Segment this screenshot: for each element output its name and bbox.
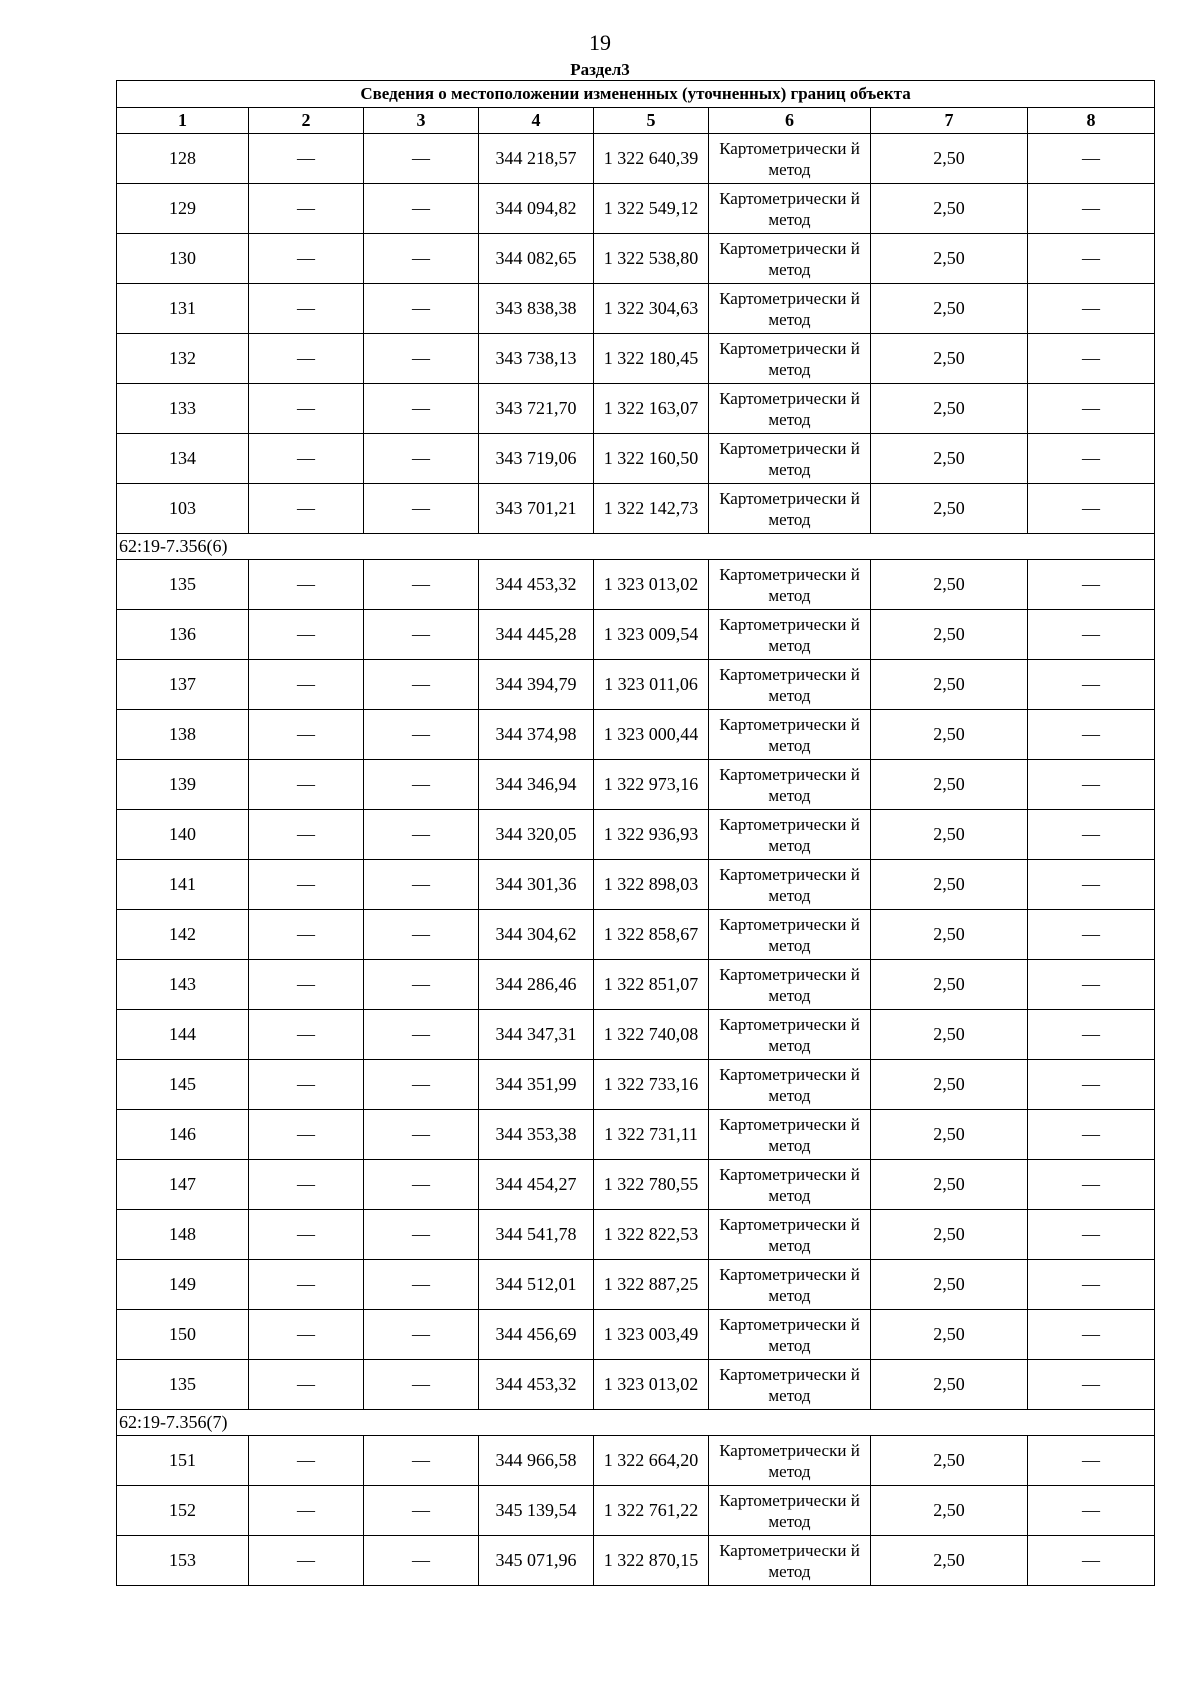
- point-number-cell: 142: [117, 910, 249, 960]
- y-coordinate-cell: 1 322 180,45: [594, 334, 709, 384]
- table-row: [117, 1436, 1155, 1486]
- method-cell: Картометрически й метод: [709, 760, 871, 810]
- accuracy-cell: 2,50: [871, 710, 1028, 760]
- col3-cell: —: [364, 810, 479, 860]
- col8-cell: —: [1028, 1010, 1155, 1060]
- col8-cell: —: [1028, 384, 1155, 434]
- x-coordinate-cell: 344 445,28: [479, 610, 594, 660]
- col2-cell: —: [249, 284, 364, 334]
- point-number-cell: 130: [117, 234, 249, 284]
- x-coordinate-cell: 344 541,78: [479, 1210, 594, 1260]
- method-cell: Картометрически й метод: [709, 560, 871, 610]
- col2-cell: —: [249, 484, 364, 534]
- table-row: [117, 1360, 1155, 1410]
- col3-cell: —: [364, 384, 479, 434]
- x-coordinate-cell: 344 453,32: [479, 1360, 594, 1410]
- method-cell: Картометрически й метод: [709, 1436, 871, 1486]
- col3-cell: —: [364, 1536, 479, 1586]
- table-caption: Сведения о местоположении измененных (уточненных) границ объекта: [117, 81, 1155, 108]
- x-coordinate-cell: 344 320,05: [479, 810, 594, 860]
- col8-cell: —: [1028, 1436, 1155, 1486]
- accuracy-cell: 2,50: [871, 1486, 1028, 1536]
- accuracy-cell: 2,50: [871, 960, 1028, 1010]
- table-row: [117, 860, 1155, 910]
- col2-cell: —: [249, 960, 364, 1010]
- point-number-cell: 151: [117, 1436, 249, 1486]
- col3-cell: —: [364, 334, 479, 384]
- y-coordinate-cell: 1 322 870,15: [594, 1536, 709, 1586]
- x-coordinate-cell: 344 453,32: [479, 560, 594, 610]
- col3-cell: —: [364, 910, 479, 960]
- table-row: [117, 610, 1155, 660]
- point-number-cell: 150: [117, 1310, 249, 1360]
- method-cell: Картометрически й метод: [709, 660, 871, 710]
- y-coordinate-cell: 1 322 163,07: [594, 384, 709, 434]
- col2-cell: —: [249, 660, 364, 710]
- col8-cell: —: [1028, 1536, 1155, 1586]
- method-cell: Картометрически й метод: [709, 384, 871, 434]
- point-number-cell: 136: [117, 610, 249, 660]
- table-caption-row: [117, 81, 1155, 108]
- y-coordinate-cell: 1 322 664,20: [594, 1436, 709, 1486]
- table-row: [117, 1060, 1155, 1110]
- y-coordinate-cell: 1 323 009,54: [594, 610, 709, 660]
- point-number-cell: 148: [117, 1210, 249, 1260]
- col2-cell: —: [249, 1536, 364, 1586]
- col2-cell: —: [249, 1310, 364, 1360]
- point-number-cell: 145: [117, 1060, 249, 1110]
- column-number: 4: [479, 108, 594, 134]
- y-coordinate-cell: 1 322 640,39: [594, 134, 709, 184]
- point-number-cell: 103: [117, 484, 249, 534]
- table-row: [117, 560, 1155, 610]
- accuracy-cell: 2,50: [871, 234, 1028, 284]
- col3-cell: —: [364, 434, 479, 484]
- y-coordinate-cell: 1 323 003,49: [594, 1310, 709, 1360]
- x-coordinate-cell: 345 139,54: [479, 1486, 594, 1536]
- col3-cell: —: [364, 660, 479, 710]
- y-coordinate-cell: 1 322 851,07: [594, 960, 709, 1010]
- x-coordinate-cell: 343 701,21: [479, 484, 594, 534]
- accuracy-cell: 2,50: [871, 560, 1028, 610]
- x-coordinate-cell: 344 346,94: [479, 760, 594, 810]
- y-coordinate-cell: 1 322 858,67: [594, 910, 709, 960]
- point-number-cell: 141: [117, 860, 249, 910]
- column-number: 3: [364, 108, 479, 134]
- x-coordinate-cell: 344 301,36: [479, 860, 594, 910]
- col8-cell: —: [1028, 760, 1155, 810]
- point-number-cell: 135: [117, 1360, 249, 1410]
- col2-cell: —: [249, 560, 364, 610]
- accuracy-cell: 2,50: [871, 810, 1028, 860]
- table-row: [117, 184, 1155, 234]
- x-coordinate-cell: 344 218,57: [479, 134, 594, 184]
- col3-cell: —: [364, 860, 479, 910]
- table-row: [117, 1210, 1155, 1260]
- method-cell: Картометрически й метод: [709, 710, 871, 760]
- col2-cell: —: [249, 710, 364, 760]
- group-row: [117, 1410, 1155, 1436]
- accuracy-cell: 2,50: [871, 434, 1028, 484]
- point-number-cell: 144: [117, 1010, 249, 1060]
- column-number: 2: [249, 108, 364, 134]
- x-coordinate-cell: 345 071,96: [479, 1536, 594, 1586]
- group-label: 62:19-7.356(6): [117, 534, 1155, 560]
- table-row: [117, 384, 1155, 434]
- col3-cell: —: [364, 1436, 479, 1486]
- method-cell: Картометрически й метод: [709, 234, 871, 284]
- accuracy-cell: 2,50: [871, 284, 1028, 334]
- col8-cell: —: [1028, 1486, 1155, 1536]
- col8-cell: —: [1028, 484, 1155, 534]
- col3-cell: —: [364, 560, 479, 610]
- point-number-cell: 128: [117, 134, 249, 184]
- y-coordinate-cell: 1 322 936,93: [594, 810, 709, 860]
- col8-cell: —: [1028, 910, 1155, 960]
- method-cell: Картометрически й метод: [709, 1536, 871, 1586]
- col3-cell: —: [364, 1160, 479, 1210]
- table-row: [117, 1010, 1155, 1060]
- y-coordinate-cell: 1 322 973,16: [594, 760, 709, 810]
- col3-cell: —: [364, 960, 479, 1010]
- method-cell: Картометрически й метод: [709, 1060, 871, 1110]
- method-cell: Картометрически й метод: [709, 960, 871, 1010]
- col2-cell: —: [249, 1160, 364, 1210]
- y-coordinate-cell: 1 322 740,08: [594, 1010, 709, 1060]
- accuracy-cell: 2,50: [871, 1536, 1028, 1586]
- y-coordinate-cell: 1 322 731,11: [594, 1110, 709, 1160]
- accuracy-cell: 2,50: [871, 484, 1028, 534]
- method-cell: Картометрически й метод: [709, 134, 871, 184]
- method-cell: Картометрически й метод: [709, 434, 871, 484]
- coordinates-table: [116, 80, 1155, 1586]
- page-number: 19: [589, 30, 611, 55]
- x-coordinate-cell: 343 838,38: [479, 284, 594, 334]
- col8-cell: —: [1028, 960, 1155, 1010]
- point-number-cell: 134: [117, 434, 249, 484]
- method-cell: Картометрически й метод: [709, 184, 871, 234]
- x-coordinate-cell: 344 082,65: [479, 234, 594, 284]
- accuracy-cell: 2,50: [871, 1310, 1028, 1360]
- table-row: [117, 484, 1155, 534]
- y-coordinate-cell: 1 322 887,25: [594, 1260, 709, 1310]
- point-number-cell: 129: [117, 184, 249, 234]
- column-number: 7: [871, 108, 1028, 134]
- table-row: [117, 1486, 1155, 1536]
- table-row: [117, 1536, 1155, 1586]
- y-coordinate-cell: 1 323 013,02: [594, 1360, 709, 1410]
- accuracy-cell: 2,50: [871, 610, 1028, 660]
- method-cell: Картометрически й метод: [709, 810, 871, 860]
- y-coordinate-cell: 1 322 304,63: [594, 284, 709, 334]
- col8-cell: —: [1028, 1110, 1155, 1160]
- col3-cell: —: [364, 284, 479, 334]
- table-row: [117, 134, 1155, 184]
- col3-cell: —: [364, 1260, 479, 1310]
- accuracy-cell: 2,50: [871, 334, 1028, 384]
- y-coordinate-cell: 1 322 549,12: [594, 184, 709, 234]
- y-coordinate-cell: 1 323 011,06: [594, 660, 709, 710]
- table-row: [117, 1160, 1155, 1210]
- point-number-cell: 139: [117, 760, 249, 810]
- table-row: [117, 760, 1155, 810]
- accuracy-cell: 2,50: [871, 1010, 1028, 1060]
- col2-cell: —: [249, 1060, 364, 1110]
- x-coordinate-cell: 344 454,27: [479, 1160, 594, 1210]
- col3-cell: —: [364, 1060, 479, 1110]
- x-coordinate-cell: 343 721,70: [479, 384, 594, 434]
- col3-cell: —: [364, 1210, 479, 1260]
- method-cell: Картометрически й метод: [709, 1360, 871, 1410]
- accuracy-cell: 2,50: [871, 1436, 1028, 1486]
- table-row: [117, 710, 1155, 760]
- method-cell: Картометрически й метод: [709, 1010, 871, 1060]
- col8-cell: —: [1028, 610, 1155, 660]
- x-coordinate-cell: 344 374,98: [479, 710, 594, 760]
- col2-cell: —: [249, 1110, 364, 1160]
- table-row: [117, 910, 1155, 960]
- col3-cell: —: [364, 134, 479, 184]
- group-label: 62:19-7.356(7): [117, 1410, 1155, 1436]
- accuracy-cell: 2,50: [871, 1160, 1028, 1210]
- method-cell: Картометрически й метод: [709, 1110, 871, 1160]
- col8-cell: —: [1028, 660, 1155, 710]
- col8-cell: —: [1028, 1310, 1155, 1360]
- x-coordinate-cell: 344 456,69: [479, 1310, 594, 1360]
- x-coordinate-cell: 344 286,46: [479, 960, 594, 1010]
- col3-cell: —: [364, 184, 479, 234]
- y-coordinate-cell: 1 323 013,02: [594, 560, 709, 610]
- table-row: [117, 960, 1155, 1010]
- point-number-cell: 135: [117, 560, 249, 610]
- column-number: 5: [594, 108, 709, 134]
- table-row: [117, 1260, 1155, 1310]
- col2-cell: —: [249, 1436, 364, 1486]
- point-number-cell: 153: [117, 1536, 249, 1586]
- y-coordinate-cell: 1 322 538,80: [594, 234, 709, 284]
- point-number-cell: 131: [117, 284, 249, 334]
- col8-cell: —: [1028, 1260, 1155, 1310]
- method-cell: Картометрически й метод: [709, 1310, 871, 1360]
- method-cell: Картометрически й метод: [709, 860, 871, 910]
- y-coordinate-cell: 1 322 898,03: [594, 860, 709, 910]
- y-coordinate-cell: 1 322 822,53: [594, 1210, 709, 1260]
- col3-cell: —: [364, 484, 479, 534]
- col3-cell: —: [364, 1486, 479, 1536]
- group-row: [117, 534, 1155, 560]
- method-cell: Картометрически й метод: [709, 910, 871, 960]
- col2-cell: —: [249, 184, 364, 234]
- accuracy-cell: 2,50: [871, 760, 1028, 810]
- col3-cell: —: [364, 1310, 479, 1360]
- accuracy-cell: 2,50: [871, 1110, 1028, 1160]
- x-coordinate-cell: 343 738,13: [479, 334, 594, 384]
- point-number-cell: 146: [117, 1110, 249, 1160]
- col3-cell: —: [364, 610, 479, 660]
- col3-cell: —: [364, 1360, 479, 1410]
- x-coordinate-cell: 344 304,62: [479, 910, 594, 960]
- accuracy-cell: 2,50: [871, 1360, 1028, 1410]
- method-cell: Картометрически й метод: [709, 610, 871, 660]
- table-row: [117, 434, 1155, 484]
- point-number-cell: 138: [117, 710, 249, 760]
- col8-cell: —: [1028, 184, 1155, 234]
- col3-cell: —: [364, 760, 479, 810]
- col3-cell: —: [364, 234, 479, 284]
- x-coordinate-cell: 344 512,01: [479, 1260, 594, 1310]
- method-cell: Картометрически й метод: [709, 484, 871, 534]
- col8-cell: —: [1028, 1210, 1155, 1260]
- x-coordinate-cell: 344 094,82: [479, 184, 594, 234]
- col2-cell: —: [249, 810, 364, 860]
- col3-cell: —: [364, 710, 479, 760]
- accuracy-cell: 2,50: [871, 1260, 1028, 1310]
- table-row: [117, 1110, 1155, 1160]
- x-coordinate-cell: 344 353,38: [479, 1110, 594, 1160]
- col2-cell: —: [249, 910, 364, 960]
- col2-cell: —: [249, 760, 364, 810]
- accuracy-cell: 2,50: [871, 134, 1028, 184]
- col3-cell: —: [364, 1110, 479, 1160]
- method-cell: Картометрически й метод: [709, 1160, 871, 1210]
- col2-cell: —: [249, 384, 364, 434]
- col2-cell: —: [249, 1360, 364, 1410]
- col2-cell: —: [249, 1260, 364, 1310]
- method-cell: Картометрически й метод: [709, 1486, 871, 1536]
- y-coordinate-cell: 1 322 142,73: [594, 484, 709, 534]
- column-number: 6: [709, 108, 871, 134]
- method-cell: Картометрически й метод: [709, 1260, 871, 1310]
- col8-cell: —: [1028, 134, 1155, 184]
- table-row: [117, 284, 1155, 334]
- col8-cell: —: [1028, 560, 1155, 610]
- method-cell: Картометрически й метод: [709, 1210, 871, 1260]
- x-coordinate-cell: 344 966,58: [479, 1436, 594, 1486]
- col8-cell: —: [1028, 710, 1155, 760]
- y-coordinate-cell: 1 322 761,22: [594, 1486, 709, 1536]
- col2-cell: —: [249, 1010, 364, 1060]
- section-title: Раздел3: [570, 60, 630, 79]
- accuracy-cell: 2,50: [871, 184, 1028, 234]
- col2-cell: —: [249, 334, 364, 384]
- table-row: [117, 810, 1155, 860]
- col8-cell: —: [1028, 810, 1155, 860]
- col8-cell: —: [1028, 434, 1155, 484]
- y-coordinate-cell: 1 322 160,50: [594, 434, 709, 484]
- method-cell: Картометрически й метод: [709, 334, 871, 384]
- x-coordinate-cell: 344 351,99: [479, 1060, 594, 1110]
- table-row: [117, 1310, 1155, 1360]
- accuracy-cell: 2,50: [871, 1210, 1028, 1260]
- table-row: [117, 334, 1155, 384]
- y-coordinate-cell: 1 322 780,55: [594, 1160, 709, 1210]
- x-coordinate-cell: 344 394,79: [479, 660, 594, 710]
- table-body: [117, 81, 1155, 1586]
- col8-cell: —: [1028, 1360, 1155, 1410]
- col2-cell: —: [249, 134, 364, 184]
- accuracy-cell: 2,50: [871, 910, 1028, 960]
- point-number-cell: 133: [117, 384, 249, 434]
- accuracy-cell: 2,50: [871, 660, 1028, 710]
- col2-cell: —: [249, 434, 364, 484]
- col8-cell: —: [1028, 234, 1155, 284]
- x-coordinate-cell: 344 347,31: [479, 1010, 594, 1060]
- col8-cell: —: [1028, 334, 1155, 384]
- column-number: 8: [1028, 108, 1155, 134]
- y-coordinate-cell: 1 323 000,44: [594, 710, 709, 760]
- point-number-cell: 143: [117, 960, 249, 1010]
- column-number-row: [117, 108, 1155, 134]
- y-coordinate-cell: 1 322 733,16: [594, 1060, 709, 1110]
- accuracy-cell: 2,50: [871, 1060, 1028, 1110]
- col2-cell: —: [249, 610, 364, 660]
- x-coordinate-cell: 343 719,06: [479, 434, 594, 484]
- table-row: [117, 660, 1155, 710]
- point-number-cell: 140: [117, 810, 249, 860]
- accuracy-cell: 2,50: [871, 384, 1028, 434]
- col8-cell: —: [1028, 860, 1155, 910]
- point-number-cell: 137: [117, 660, 249, 710]
- col3-cell: —: [364, 1010, 479, 1060]
- accuracy-cell: 2,50: [871, 860, 1028, 910]
- col2-cell: —: [249, 1210, 364, 1260]
- col8-cell: —: [1028, 1160, 1155, 1210]
- col8-cell: —: [1028, 1060, 1155, 1110]
- col2-cell: —: [249, 860, 364, 910]
- point-number-cell: 147: [117, 1160, 249, 1210]
- point-number-cell: 132: [117, 334, 249, 384]
- column-number: 1: [117, 108, 249, 134]
- col2-cell: —: [249, 1486, 364, 1536]
- col2-cell: —: [249, 234, 364, 284]
- point-number-cell: 152: [117, 1486, 249, 1536]
- method-cell: Картометрически й метод: [709, 284, 871, 334]
- point-number-cell: 149: [117, 1260, 249, 1310]
- col8-cell: —: [1028, 284, 1155, 334]
- table-row: [117, 234, 1155, 284]
